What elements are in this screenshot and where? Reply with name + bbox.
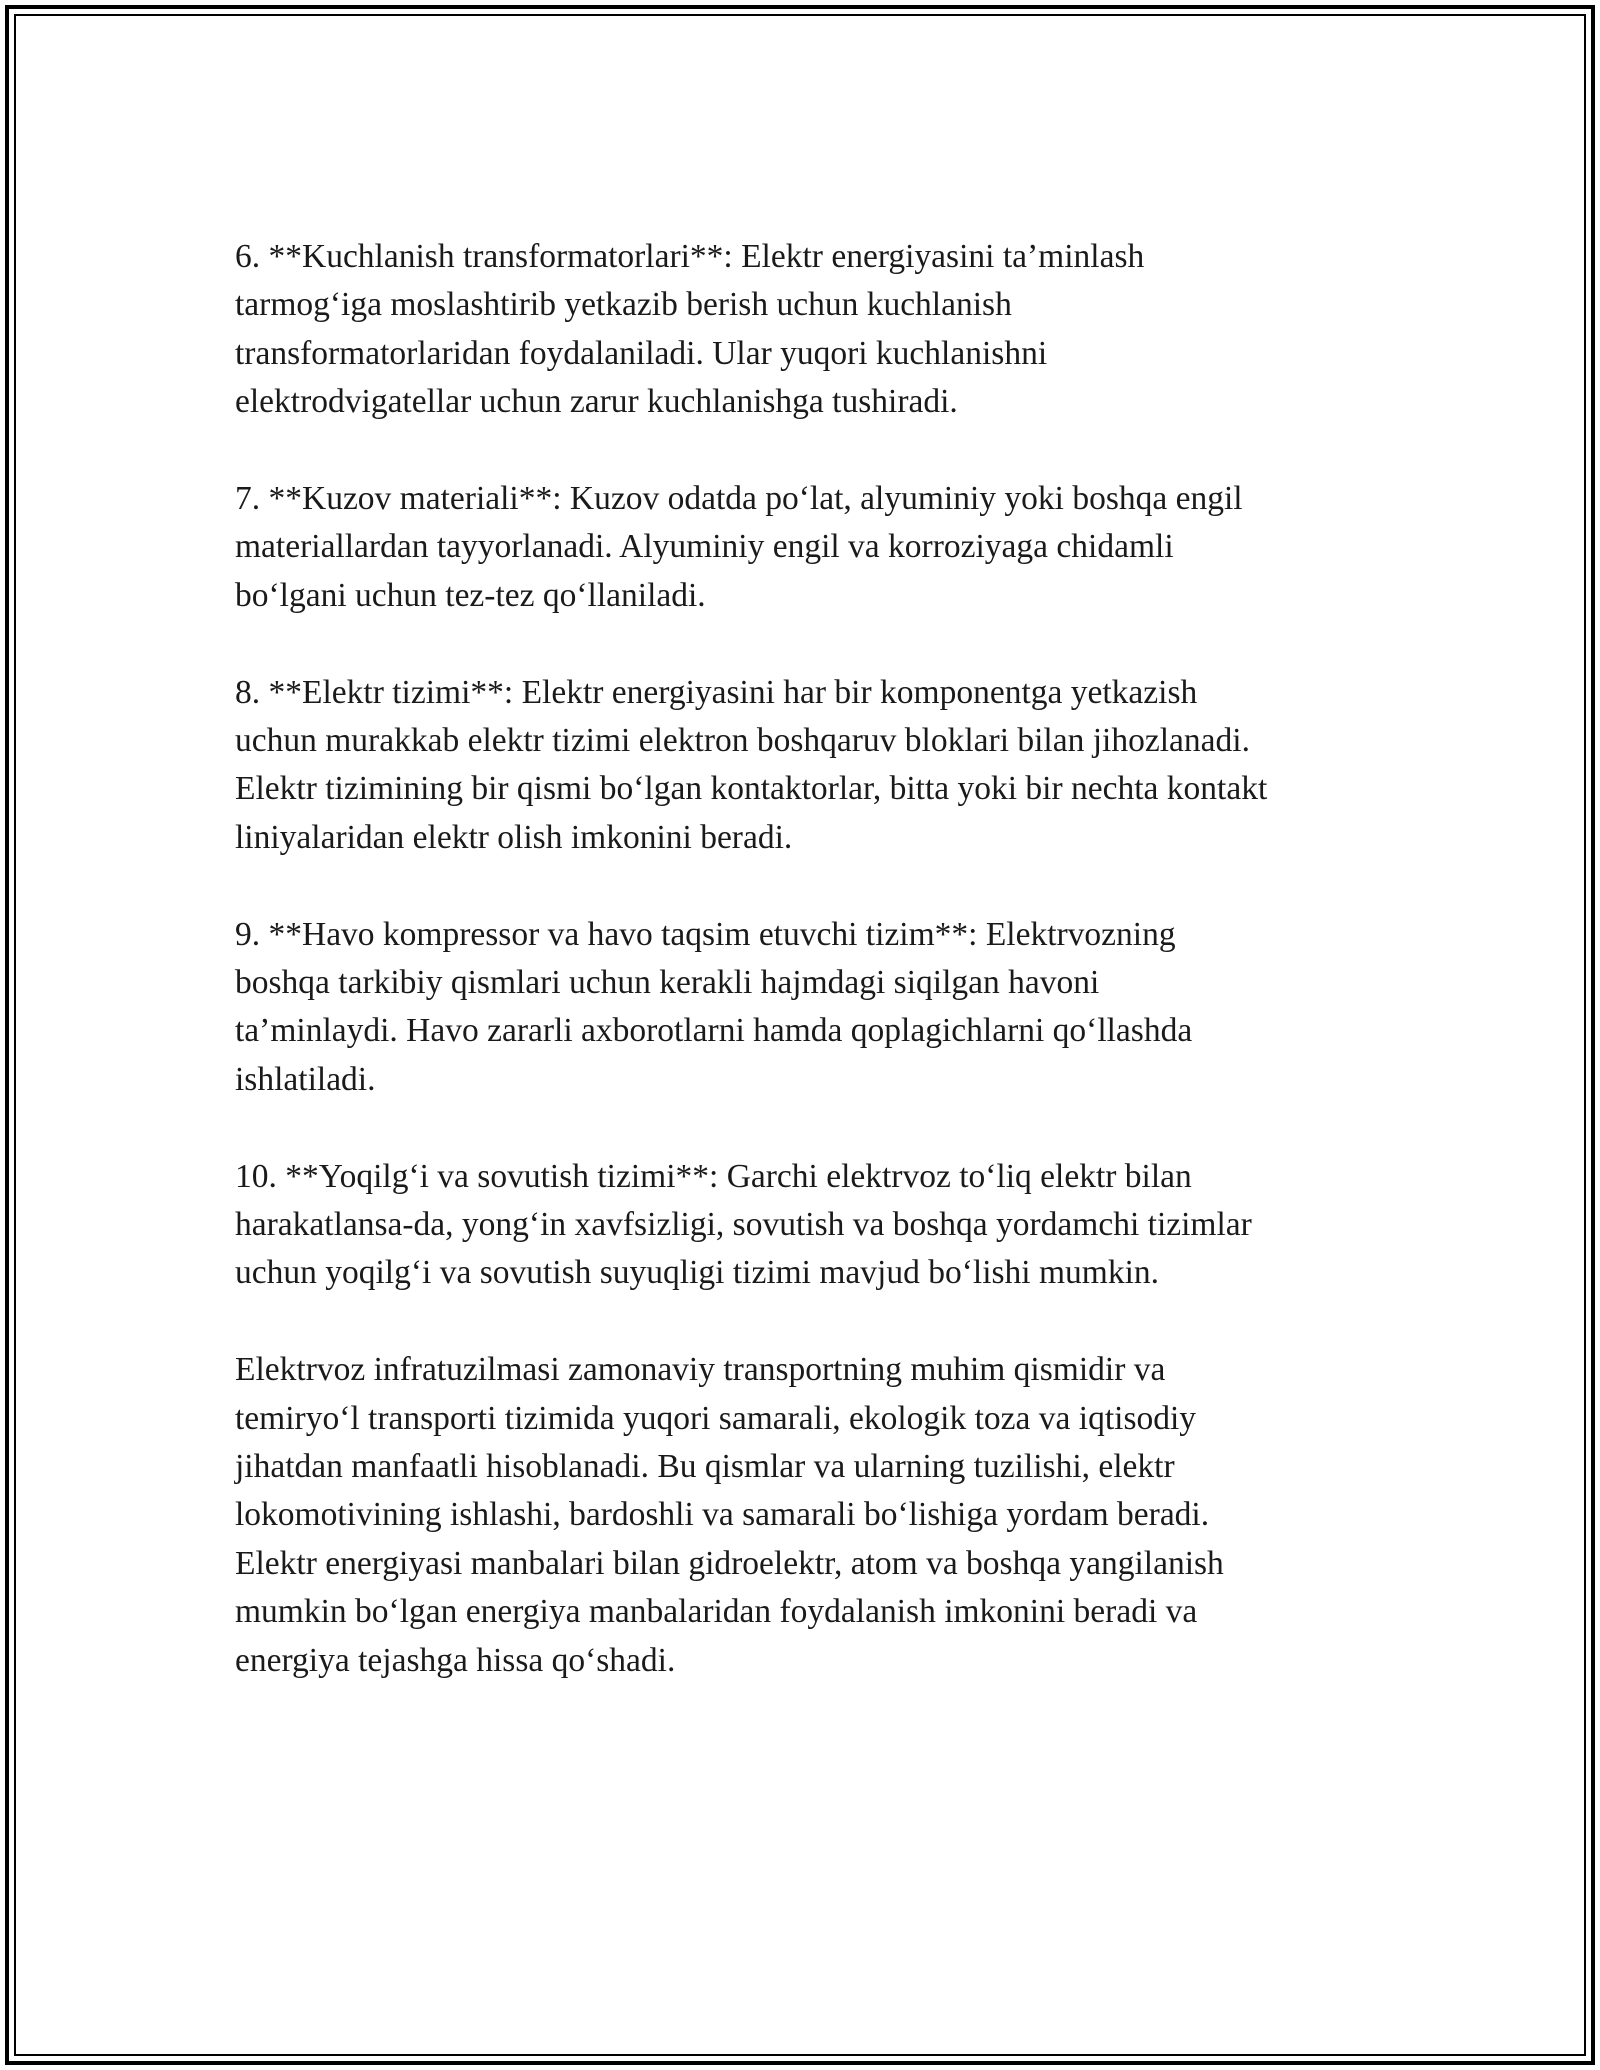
text-line: lokomotivining ishlashi, bardoshli va samarali bo‘lishiga yordam beradi. (235, 1496, 1210, 1534)
text-line: 9. **Havo kompressor va havo taqsim etuvchi tizim**: Elektrvozning (235, 915, 1176, 953)
text-line: boshqa tarkibiy qismlari uchun kerakli hajmdagi siqilgan havoni (235, 964, 1100, 1002)
text-line: jihatdan manfaatli hisoblanadi. Bu qismlar va ularning tuzilishi, elektr (235, 1448, 1175, 1486)
paragraph-item-9 (235, 911, 1385, 1105)
document-body (235, 233, 1385, 1734)
text-line: ishlatiladi. (235, 1060, 376, 1098)
text-line: transformatorlaridan foydalaniladi. Ular yuqori kuchlanishni (235, 334, 1048, 372)
text-line: harakatlansa-da, yong‘in xavfsizligi, sovutish va boshqa yordamchi tizimlar (235, 1206, 1252, 1244)
text-line: 6. **Kuchlanish transformatorlari**: Elektr energiyasini ta’minlash (235, 238, 1145, 275)
text-line: liniyalaridan elektr olish imkonini beradi. (235, 818, 793, 856)
text-line: energiya tejashga hissa qo‘shadi. (235, 1641, 676, 1679)
text-line: 7. **Kuzov materiali**: Kuzov odatda po‘lat, alyuminiy yoki boshqa engil (235, 480, 1243, 518)
text-line: bo‘lgani uchun tez-tez qo‘llaniladi. (235, 576, 706, 614)
text-line: Elektrvoz infratuzilmasi zamonaviy transportning muhim qismidir va (235, 1351, 1166, 1389)
paragraph-item-8 (235, 669, 1385, 863)
paragraph-item-7 (235, 475, 1385, 620)
text-line: elektrodvigatellar uchun zarur kuchlanishga tushiradi. (235, 383, 958, 421)
text-line: temiryo‘l transporti tizimida yuqori samarali, ekologik toza va iqtisodiy (235, 1399, 1197, 1437)
text-line: 8. **Elektr tizimi**: Elektr energiyasini har bir komponentga yetkazish (235, 673, 1198, 711)
text-line: ta’minlaydi. Havo zararli axborotlarni hamda qoplagichlarni qo‘llashda (235, 1012, 1193, 1050)
text-line: Elektr energiyasi manbalari bilan gidroelektr, atom va boshqa yangilanish (235, 1544, 1224, 1582)
text-line: mumkin bo‘lgan energiya manbalaridan foydalanish imkonini beradi va (235, 1593, 1198, 1631)
paragraph-item-10 (235, 1153, 1385, 1298)
paragraph-item-6 (235, 233, 1385, 427)
paragraph-conclusion (235, 1346, 1385, 1685)
text-line: materiallardan tayyorlanadi. Alyuminiy engil va korroziyaga chidamli (235, 528, 1174, 566)
text-line: Elektr tizimining bir qismi bo‘lgan kontaktorlar, bitta yoki bir nechta kontakt (235, 770, 1268, 808)
text-line: uchun yoqilg‘i va sovutish suyuqligi tizimi mavjud bo‘lishi mumkin. (235, 1254, 1160, 1292)
text-line: tarmog‘iga moslashtirib yetkazib berish uchun kuchlanish (235, 286, 1012, 324)
text-line: uchun murakkab elektr tizimi elektron boshqaruv bloklari bilan jihozlanadi. (235, 722, 1250, 760)
text-line: 10. **Yoqilg‘i va sovutish tizimi**: Garchi elektrvoz to‘liq elektr bilan (235, 1157, 1192, 1195)
